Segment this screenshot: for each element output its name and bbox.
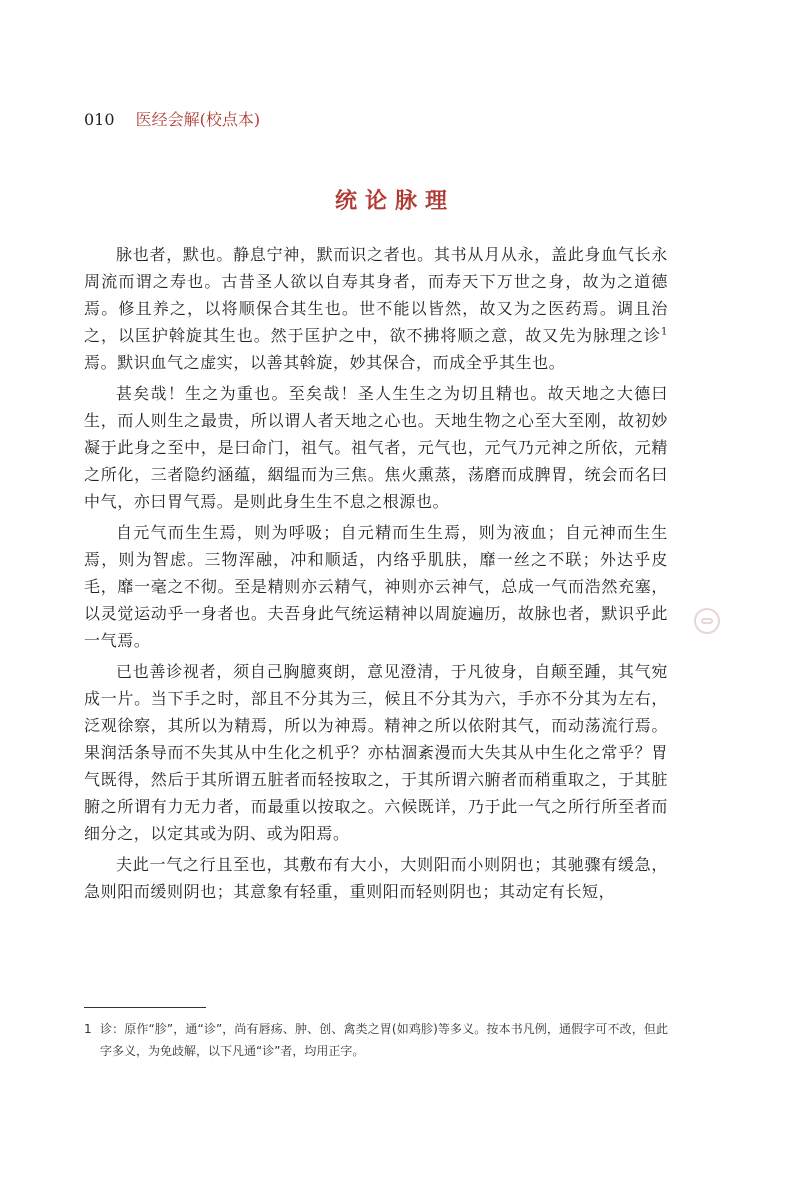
page-number: 010 — [84, 110, 115, 129]
footnote — [84, 1018, 668, 1062]
footnote-reference[interactable]: 1 — [661, 326, 668, 338]
paragraph: 甚矣哉！生之为重也。至矣哉！圣人生生之为切且精也。故天地之大德曰生，而人则生之最贵，所以谓人者天地之心也。天地生物之心至大至刚，故初妙凝于此身之至中，是曰命门，祖气。祖气者，元气也，元气乃元神之所依，元精之所化，三者隐约涵蕴，絪缊而为三焦。焦火熏蒸，荡磨而成脾胃，统会而名曰中气，亦曰胃气焉。是则此身生生不息之根源也。 — [84, 384, 668, 511]
body-text — [84, 241, 668, 905]
side-watermark-icon — [694, 608, 720, 634]
book-title: 医经会解(校点本) — [135, 110, 261, 129]
paragraph-text: 脉也者，默也。静息宁神，默而识之者也。其书从月从永，盖此身血气长永周流而谓之寿也。古昔圣人欲以自寿其身者，而寿天下万世之身，故为之道德焉。修且养之，以将顺保合其生也。世不能以皆然，故又为之医药焉。调且治之，以匡护斡旋其生也。然于匡护之中，欲不拂将顺之意，故又先为脉理之诊 — [84, 245, 668, 345]
footnote-number: 1 — [84, 1022, 92, 1036]
chapter-title: 统论脉理 — [334, 188, 455, 214]
running-header — [84, 109, 260, 131]
paragraph — [84, 241, 668, 376]
paragraph: 已也善诊视者，须自己胸臆爽朗，意见澄清，于凡彼身，自颠至踵，其气宛成一片。当下手之时，部且不分其为三，候且不分其为六，手亦不分其为左右，泛观徐察，其所以为精焉，所以为神焉。精神之所以依附其气，而动荡流行焉。果润活条导而不失其从中生化之机乎？亦枯涸紊漫而大失其从中生化之常乎？胃气既得，然后于其所谓五脏者而轻按取之，于其所谓六腑者而稍重取之，于其脏腑之所谓有力无力者，而最重以按取之。六候既详，乃于此一气之所行所至者而细分之，以定其或为阴、或为阳焉。 — [84, 662, 668, 843]
paragraph: 自元气而生生焉，则为呼吸；自元精而生生焉，则为液血；自元神而生生焉，则为智虑。三物浑融，冲和顺适，内络乎肌肤，靡一丝之不联；外达乎皮毛，靡一毫之不彻。至是精则亦云精气，神则亦云神气，总成一气而浩然充塞，以灵觉运动乎一身者也。夫吾身此气统运精神以周旋遍历，故脉也者，默识乎此一气焉。 — [84, 523, 668, 650]
footnote-text: 诊：原作“胗”，通“诊”，尚有唇疡、肿、创、禽类之胃(如鸡胗)等多义。按本书凡例，通假字可不改，但此字多义，为免歧解，以下凡通“诊”者，均用正字。 — [100, 1022, 668, 1058]
paragraph: 夫此一气之行且至也，其敷布有大小，大则阳而小则阴也；其驰骤有缓急，急则阳而缓则阴也；其意象有轻重，重则阳而轻则阴也；其动定有长短， — [84, 855, 668, 901]
footnote-divider — [84, 1007, 206, 1008]
paragraph-text: 焉。默识血气之虚实，以善其斡旋，妙其保合，而成全乎其生也。 — [84, 353, 566, 372]
